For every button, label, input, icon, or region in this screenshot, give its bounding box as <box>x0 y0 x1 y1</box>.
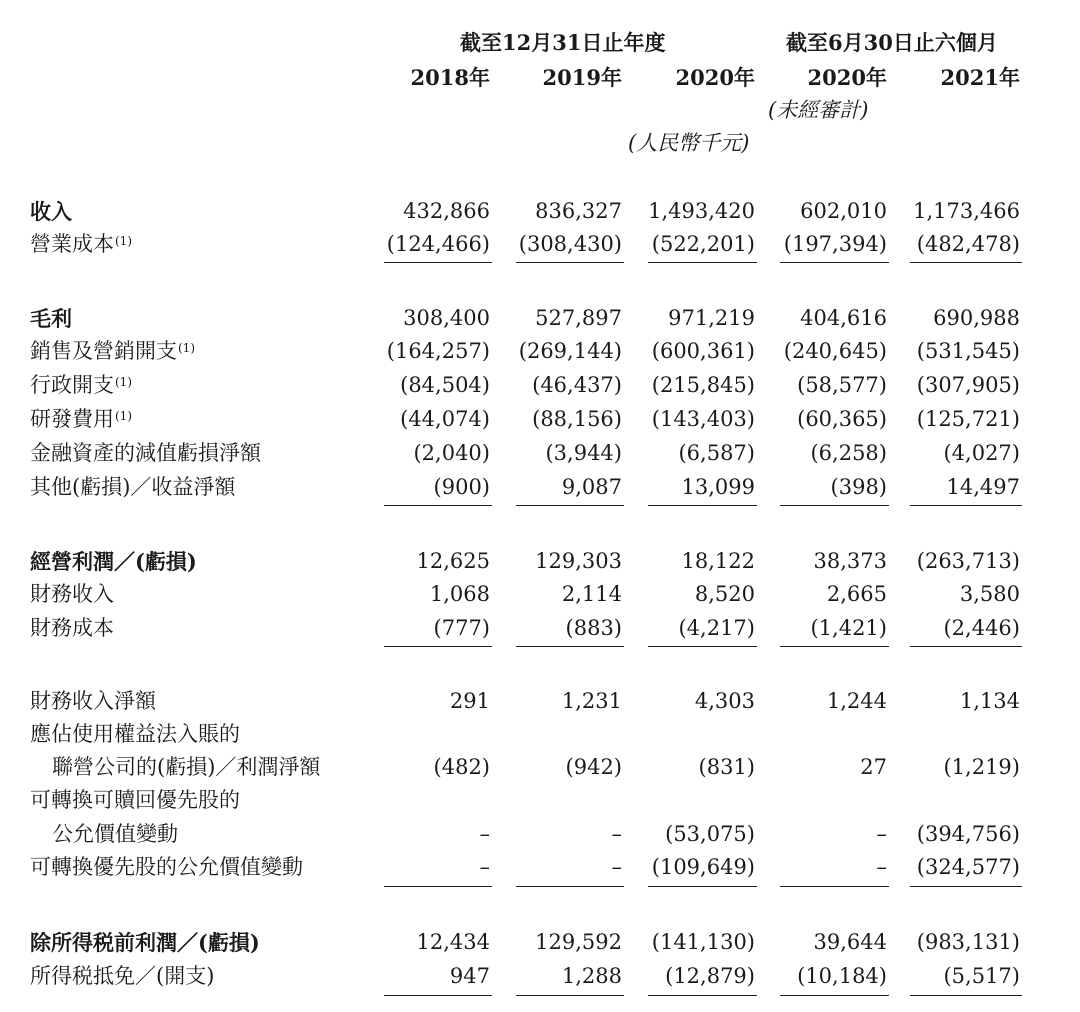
table-cell: 12,434 <box>416 930 490 954</box>
row-label <box>30 409 132 430</box>
subtotal-rule <box>648 262 757 263</box>
table-cell: (1,219) <box>943 755 1020 779</box>
table-cell: (394,756) <box>916 822 1020 846</box>
row-label <box>52 824 178 845</box>
row-label <box>30 201 72 222</box>
table-cell: 1,288 <box>561 964 622 988</box>
table-cell: (324,577) <box>916 855 1020 879</box>
table-cell: (46,437) <box>532 373 622 397</box>
table-cell: 527,897 <box>535 306 622 330</box>
table-cell: (482) <box>433 755 490 779</box>
table-cell: – <box>876 822 887 846</box>
subtotal-rule <box>910 505 1022 506</box>
row-label-text: 行政開支 <box>30 373 114 397</box>
table-cell: 12,625 <box>416 549 490 573</box>
row-label-text: 研發費用 <box>30 407 114 431</box>
header-year-2020: 2020年 <box>675 65 755 90</box>
table-cell: 27 <box>860 755 887 779</box>
subtotal-rule <box>648 886 757 887</box>
subtotal-rule <box>780 646 889 647</box>
row-label <box>30 618 114 639</box>
subtotal-rule <box>516 646 624 647</box>
table-cell: (141,130) <box>651 930 755 954</box>
row-label-text: 銷售及營銷開支 <box>30 339 177 363</box>
header-year-2020-h1: 2020年 <box>807 65 887 90</box>
row-label-text: 金融資產的減值虧損淨額 <box>30 441 261 465</box>
row-label-text: 可轉換優先股的公允價值變動 <box>30 855 303 879</box>
table-cell: (482,478) <box>916 232 1020 256</box>
table-cell: (88,156) <box>532 407 622 431</box>
table-cell: (1,421) <box>810 616 887 640</box>
row-label <box>30 790 240 811</box>
table-cell: – <box>611 855 622 879</box>
row-label <box>30 341 195 362</box>
row-label-text: 財務收入淨額 <box>30 689 156 713</box>
table-cell: 13,099 <box>681 475 755 499</box>
table-cell: 1,231 <box>561 689 622 713</box>
table-cell: 8,520 <box>694 582 755 606</box>
subtotal-rule <box>384 886 492 887</box>
table-cell: (4,027) <box>943 441 1020 465</box>
table-cell: 39,644 <box>813 930 887 954</box>
table-cell: – <box>479 855 490 879</box>
subtotal-rule <box>516 262 624 263</box>
table-cell: (53,075) <box>665 822 755 846</box>
row-label <box>30 932 260 953</box>
subtotal-rule <box>780 995 889 996</box>
table-cell: (215,845) <box>651 373 755 397</box>
table-cell: 602,010 <box>800 199 887 223</box>
table-cell: (2,446) <box>943 616 1020 640</box>
row-label <box>30 443 261 464</box>
header-year-2021-h1: 2021年 <box>940 65 1020 90</box>
table-cell: (124,466) <box>386 232 490 256</box>
table-cell: (84,504) <box>400 373 490 397</box>
table-cell: (308,430) <box>518 232 622 256</box>
table-cell: 432,866 <box>403 199 490 223</box>
table-cell: 1,493,420 <box>648 199 755 223</box>
table-cell: 2,665 <box>826 582 887 606</box>
table-cell: (3,944) <box>545 441 622 465</box>
table-cell: (109,649) <box>651 855 755 879</box>
footnote-marker: (1) <box>115 409 132 423</box>
row-label <box>30 584 114 605</box>
row-label-text: 公允價值變動 <box>52 822 178 846</box>
subtotal-rule <box>516 995 624 996</box>
subtotal-rule <box>384 646 492 647</box>
subtotal-rule <box>648 995 757 996</box>
table-cell: (831) <box>698 755 755 779</box>
table-cell: 3,580 <box>959 582 1020 606</box>
row-label-text: 除所得税前利潤／(虧損) <box>30 930 260 955</box>
table-cell: 18,122 <box>681 549 755 573</box>
table-cell: (263,713) <box>916 549 1020 573</box>
table-cell: (12,879) <box>665 964 755 988</box>
table-cell: (58,577) <box>797 373 887 397</box>
header-group-half: 截至6月30日止六個月 <box>786 30 998 55</box>
row-label-text: 營業成本 <box>30 232 114 256</box>
table-cell: 129,592 <box>535 930 622 954</box>
table-cell: 404,616 <box>800 306 887 330</box>
row-label <box>52 757 320 778</box>
subtotal-rule <box>780 505 889 506</box>
row-label <box>30 308 72 329</box>
table-cell: 971,219 <box>668 306 755 330</box>
table-cell: (398) <box>830 475 887 499</box>
row-label-text: 毛利 <box>30 306 72 331</box>
row-label-text: 收入 <box>30 199 72 224</box>
subtotal-rule <box>780 886 889 887</box>
table-cell: (900) <box>433 475 490 499</box>
table-cell: (10,184) <box>797 964 887 988</box>
table-cell: (883) <box>565 616 622 640</box>
table-cell: 836,327 <box>535 199 622 223</box>
row-label <box>30 551 197 572</box>
header-group-year: 截至12月31日止年度 <box>460 30 666 55</box>
table-cell: (4,217) <box>678 616 755 640</box>
table-cell: (531,545) <box>916 339 1020 363</box>
row-label-text: 財務收入 <box>30 582 114 606</box>
table-cell: (600,361) <box>651 339 755 363</box>
subtotal-rule <box>910 886 1022 887</box>
row-label-text: 經營利潤／(虧損) <box>30 549 197 574</box>
table-cell: 291 <box>449 689 490 713</box>
subtotal-rule <box>910 646 1022 647</box>
row-label <box>30 375 132 396</box>
table-cell: 1,134 <box>959 689 1020 713</box>
header-currency: (人民幣千元) <box>628 131 750 155</box>
header-year-2018: 2018年 <box>410 65 490 90</box>
footnote-marker: (1) <box>115 375 132 389</box>
table-cell: – <box>611 822 622 846</box>
subtotal-rule <box>384 262 492 263</box>
subtotal-rule <box>516 886 624 887</box>
table-cell: (125,721) <box>916 407 1020 431</box>
table-cell: 14,497 <box>946 475 1020 499</box>
table-cell: 947 <box>449 964 490 988</box>
subtotal-rule <box>648 646 757 647</box>
header-year-2019: 2019年 <box>542 65 622 90</box>
subtotal-rule <box>384 995 492 996</box>
table-cell: 1,068 <box>429 582 490 606</box>
table-cell: (777) <box>433 616 490 640</box>
table-cell: 38,373 <box>813 549 887 573</box>
table-cell: (269,144) <box>518 339 622 363</box>
table-cell: (6,587) <box>678 441 755 465</box>
subtotal-rule <box>780 262 889 263</box>
row-label-text: 其他(虧損)／收益淨額 <box>30 475 236 499</box>
table-cell: (44,074) <box>400 407 490 431</box>
subtotal-rule <box>910 995 1022 996</box>
subtotal-rule <box>910 262 1022 263</box>
table-cell: 1,244 <box>826 689 887 713</box>
subtotal-rule <box>648 505 757 506</box>
table-cell: (60,365) <box>797 407 887 431</box>
table-cell: (522,201) <box>651 232 755 256</box>
table-cell: (240,645) <box>783 339 887 363</box>
table-cell: (164,257) <box>386 339 490 363</box>
subtotal-rule <box>384 505 492 506</box>
table-cell: (2,040) <box>413 441 490 465</box>
table-cell: (197,394) <box>783 232 887 256</box>
row-label-text: 可轉換可贖回優先股的 <box>30 788 240 812</box>
row-label <box>30 857 303 878</box>
table-cell: – <box>479 822 490 846</box>
row-label-text: 聯營公司的(虧損)／利潤淨額 <box>52 755 321 779</box>
row-label-text: 應佔使用權益法入賬的 <box>30 722 240 746</box>
row-label <box>30 966 214 987</box>
row-label-text: 財務成本 <box>30 616 114 640</box>
header-unaudited: (未經審計) <box>768 98 869 122</box>
table-cell: 1,173,466 <box>913 199 1020 223</box>
table-cell: (307,905) <box>916 373 1020 397</box>
table-cell: 9,087 <box>561 475 622 499</box>
footnote-marker: (1) <box>178 341 195 355</box>
subtotal-rule <box>516 505 624 506</box>
table-cell: 129,303 <box>535 549 622 573</box>
table-cell: 308,400 <box>403 306 490 330</box>
table-cell: 2,114 <box>561 582 622 606</box>
row-label-text: 所得税抵免／(開支) <box>30 964 215 988</box>
table-cell: 690,988 <box>933 306 1020 330</box>
table-cell: (5,517) <box>943 964 1020 988</box>
row-label <box>30 234 132 255</box>
row-label <box>30 477 235 498</box>
table-cell: – <box>876 855 887 879</box>
footnote-marker: (1) <box>115 234 132 248</box>
row-label <box>30 724 240 745</box>
row-label <box>30 691 156 712</box>
table-cell: (143,403) <box>651 407 755 431</box>
table-cell: (942) <box>565 755 622 779</box>
table-cell: 4,303 <box>694 689 755 713</box>
table-cell: (6,258) <box>810 441 887 465</box>
table-cell: (983,131) <box>916 930 1020 954</box>
